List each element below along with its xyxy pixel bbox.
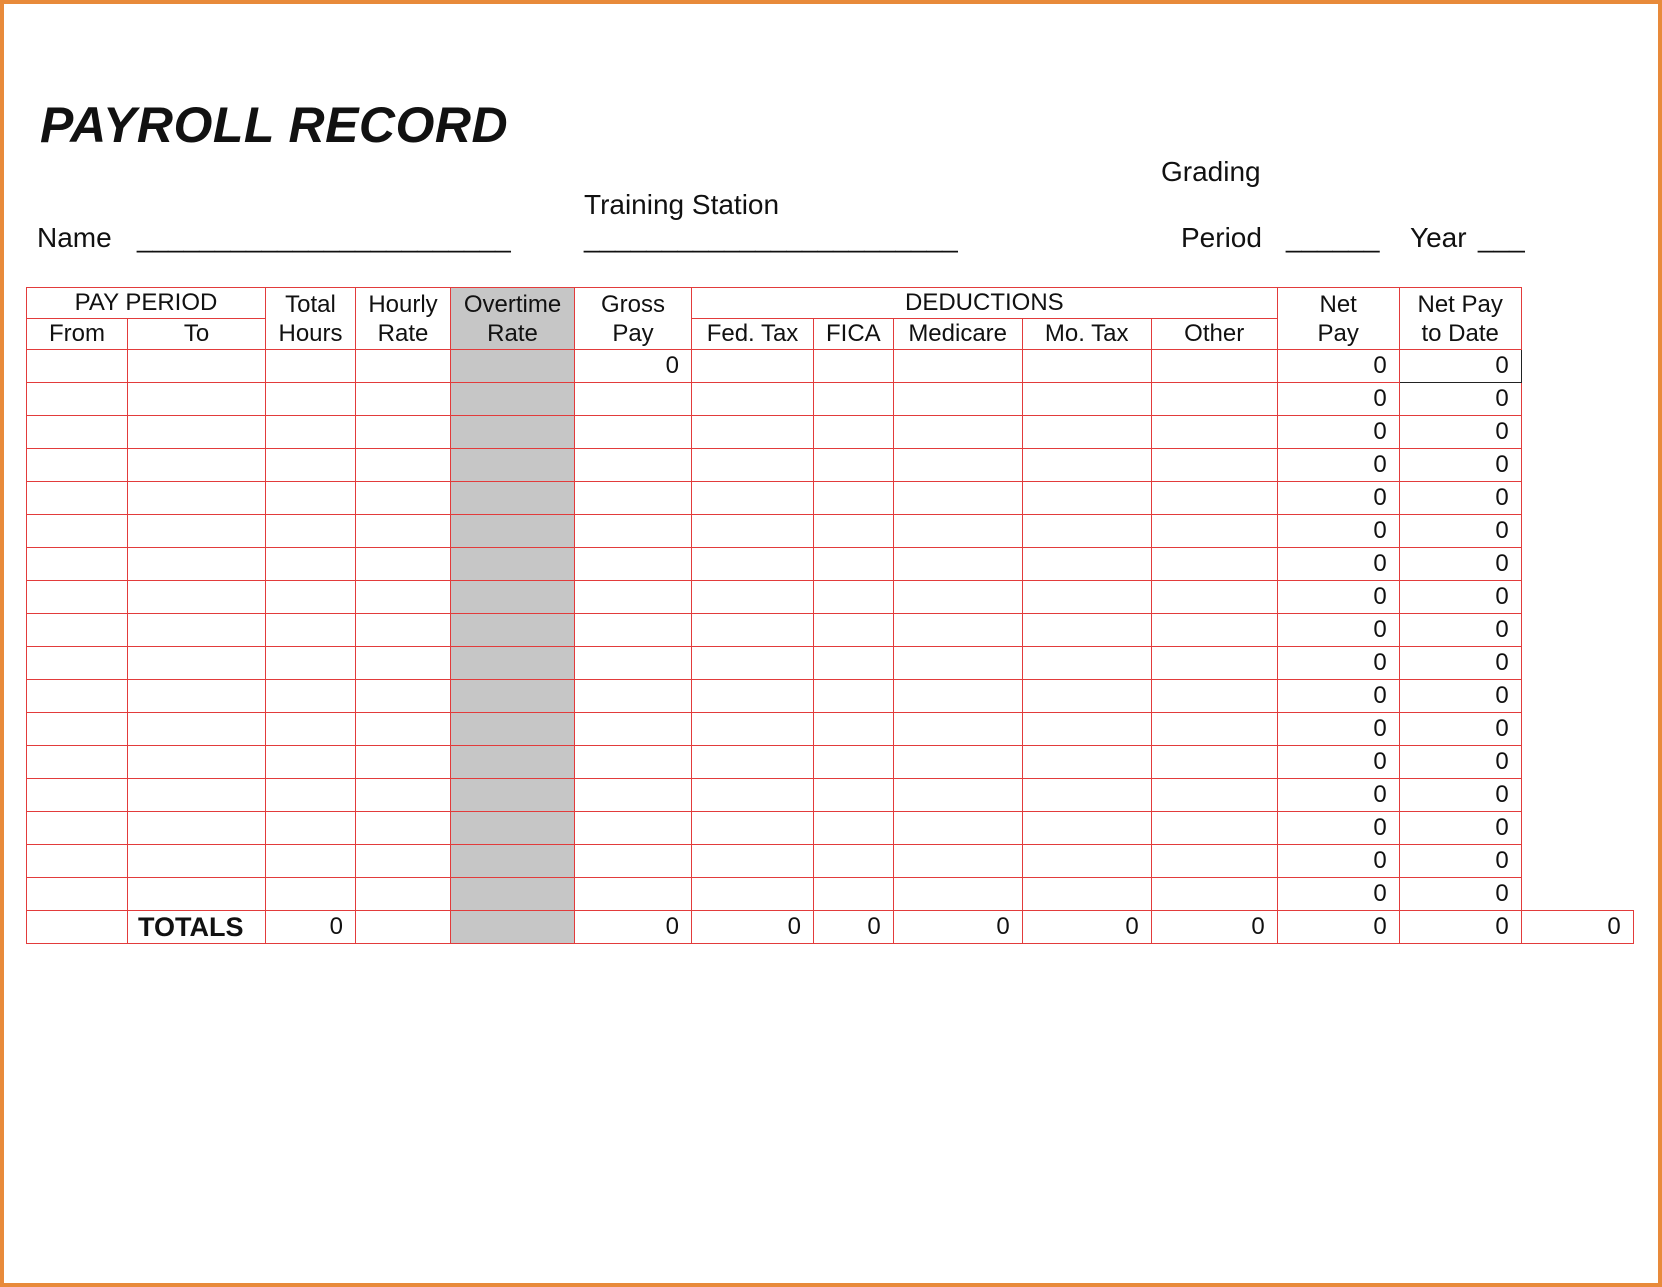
net-pay-to-date-cell[interactable]: 0 [1399,845,1521,878]
net-pay-total[interactable]: 0 [1277,911,1399,944]
grading-label: Grading [1161,156,1261,187]
medicare-cell[interactable] [893,416,1022,449]
other-cell[interactable] [1151,878,1277,911]
overtime-rate-total[interactable] [451,911,575,944]
hourly-rate-cell[interactable] [356,350,451,383]
hourly-rate-cell[interactable] [356,680,451,713]
fica-cell[interactable] [814,878,894,911]
medicare-cell[interactable] [893,581,1022,614]
hourly-rate-cell[interactable] [356,614,451,647]
fed-tax-cell[interactable] [692,713,814,746]
net-pay-cell[interactable]: 0 [1277,548,1399,581]
net-pay-to-date-cell[interactable]: 0 [1399,614,1521,647]
fica-cell[interactable] [814,647,894,680]
net-pay-to-date-cell[interactable]: 0 [1399,746,1521,779]
other-cell[interactable] [1151,416,1277,449]
medicare-cell[interactable] [893,746,1022,779]
period-field-line[interactable]: ______ [1286,222,1380,253]
net-pay-to-date-cell[interactable]: 0 [1399,647,1521,680]
total-hours-cell[interactable] [266,383,356,416]
net-pay-cell[interactable]: 0 [1277,581,1399,614]
mo-tax-cell[interactable] [1022,515,1151,548]
mo-tax-header: Mo. Tax [1022,319,1151,350]
fed-tax-cell[interactable] [692,614,814,647]
net-pay-cell[interactable]: 0 [1277,449,1399,482]
overtime-rate-cell[interactable] [451,680,575,713]
from-cell[interactable] [27,548,128,581]
medicare-cell[interactable] [893,647,1022,680]
table-row [27,812,1634,845]
to-header: To [128,319,266,350]
fica-cell[interactable] [814,581,894,614]
gross-pay-cell[interactable] [575,449,692,482]
fica-cell[interactable] [814,350,894,383]
other-cell[interactable] [1151,746,1277,779]
overtime-rate-cell[interactable] [451,383,575,416]
hourly-rate-cell[interactable] [356,482,451,515]
overtime-rate-cell[interactable] [451,350,575,383]
fed-tax-cell[interactable] [692,878,814,911]
hourly-rate-cell[interactable] [356,713,451,746]
overtime-rate-cell[interactable] [451,482,575,515]
medicare-header: Medicare [893,319,1022,350]
total-hours-cell[interactable] [266,614,356,647]
period-label: Period [1181,222,1262,253]
total-hours-cell[interactable] [266,548,356,581]
total-hours-cell[interactable] [266,713,356,746]
fica-total[interactable]: 0 [814,911,894,944]
blank-cell [1521,350,1633,383]
net-pay-to-date-cell[interactable]: 0 [1399,416,1521,449]
table-row [27,515,1634,548]
hourly-rate-header: Hourly Rate [356,288,451,350]
fica-cell[interactable] [814,680,894,713]
medicare-cell[interactable] [893,779,1022,812]
mo-tax-cell[interactable] [1022,482,1151,515]
overtime-rate-cell[interactable] [451,548,575,581]
mo-tax-cell[interactable] [1022,548,1151,581]
net-pay-cell[interactable]: 0 [1277,680,1399,713]
year-label: Year [1410,222,1467,253]
table-row [27,746,1634,779]
net-pay-header: Net Pay [1277,288,1399,350]
fica-cell[interactable] [814,845,894,878]
fica-cell[interactable] [814,416,894,449]
to-cell[interactable] [128,383,266,416]
net-pay-to-date-cell[interactable]: 0 [1399,548,1521,581]
other-cell[interactable] [1151,812,1277,845]
blank-cell [1521,581,1633,614]
total-hours-cell[interactable] [266,746,356,779]
to-cell[interactable] [128,878,266,911]
total-hours-header: Total Hours [266,288,356,350]
blank-cell [1521,449,1633,482]
gross-pay-cell[interactable] [575,515,692,548]
gross-pay-cell[interactable] [575,812,692,845]
fed-tax-cell[interactable] [692,449,814,482]
gross-pay-cell[interactable] [575,416,692,449]
fed-tax-cell[interactable] [692,581,814,614]
to-cell[interactable] [128,581,266,614]
payroll-table [26,287,1634,944]
totals-row [27,911,1634,944]
gross-pay-header: Gross Pay [575,288,692,350]
overtime-rate-cell[interactable] [451,845,575,878]
from-cell[interactable] [27,680,128,713]
other-cell[interactable] [1151,548,1277,581]
blank-cell [1521,515,1633,548]
fica-cell[interactable] [814,779,894,812]
to-cell[interactable] [128,680,266,713]
other-cell[interactable] [1151,779,1277,812]
to-cell[interactable] [128,779,266,812]
from-header: From [27,319,128,350]
mo-tax-cell[interactable] [1022,614,1151,647]
total-hours-cell[interactable] [266,350,356,383]
blank-cell [1521,878,1633,911]
gross-pay-cell[interactable] [575,548,692,581]
hourly-rate-total[interactable] [356,911,451,944]
to-cell[interactable] [128,845,266,878]
total-hours-total[interactable]: 0 [266,911,356,944]
mo-tax-cell[interactable] [1022,779,1151,812]
table-row [27,779,1634,812]
extra-total[interactable]: 0 [1521,911,1633,944]
mo-tax-cell[interactable] [1022,581,1151,614]
table-row [27,482,1634,515]
mo-tax-cell[interactable] [1022,746,1151,779]
net-pay-cell[interactable]: 0 [1277,812,1399,845]
fica-cell[interactable] [814,383,894,416]
total-hours-cell[interactable] [266,449,356,482]
net-pay-to-date-header: Net Pay to Date [1399,288,1521,350]
blank-cell [1521,288,1633,319]
hourly-rate-cell[interactable] [356,779,451,812]
gross-pay-cell[interactable] [575,713,692,746]
medicare-cell[interactable] [893,350,1022,383]
overtime-rate-cell[interactable] [451,647,575,680]
other-total[interactable]: 0 [1151,911,1277,944]
gross-pay-cell[interactable] [575,581,692,614]
overtime-rate-cell[interactable] [451,878,575,911]
fed-tax-cell[interactable] [692,845,814,878]
fed-tax-cell[interactable] [692,779,814,812]
fed-tax-cell[interactable] [692,680,814,713]
net-pay-cell[interactable]: 0 [1277,878,1399,911]
training-station-label: Training Station [584,189,780,220]
hourly-rate-cell[interactable] [356,581,451,614]
blank-cell [1521,416,1633,449]
net-pay-to-date-total[interactable]: 0 [1399,911,1521,944]
fica-cell[interactable] [814,548,894,581]
table-row [27,614,1634,647]
net-pay-cell[interactable]: 0 [1277,746,1399,779]
mo-tax-cell[interactable] [1022,812,1151,845]
gross-pay-cell[interactable] [575,779,692,812]
from-cell[interactable] [27,614,128,647]
medicare-total[interactable]: 0 [893,911,1022,944]
total-hours-cell[interactable] [266,515,356,548]
net-pay-to-date-cell[interactable]: 0 [1399,581,1521,614]
from-cell[interactable] [27,746,128,779]
net-pay-to-date-cell[interactable]: 0 [1399,680,1521,713]
other-cell[interactable] [1151,647,1277,680]
net-pay-to-date-cell[interactable]: 0 [1399,350,1521,383]
table-row [27,416,1634,449]
from-cell[interactable] [27,779,128,812]
total-hours-cell[interactable] [266,482,356,515]
blank-cell [1521,548,1633,581]
fed-tax-cell[interactable] [692,746,814,779]
overtime-rate-cell[interactable] [451,779,575,812]
from-cell[interactable] [27,416,128,449]
medicare-cell[interactable] [893,812,1022,845]
from-cell[interactable] [27,812,128,845]
gross-pay-cell[interactable] [575,878,692,911]
medicare-cell[interactable] [893,548,1022,581]
hourly-rate-cell[interactable] [356,548,451,581]
fed-tax-cell[interactable] [692,812,814,845]
fed-tax-cell[interactable] [692,548,814,581]
from-cell[interactable] [27,713,128,746]
blank-cell [1521,319,1633,350]
to-cell[interactable] [128,482,266,515]
mo-tax-total[interactable]: 0 [1022,911,1151,944]
fed-tax-cell[interactable] [692,647,814,680]
medicare-cell[interactable] [893,482,1022,515]
deductions-header: DEDUCTIONS [692,288,1278,319]
overtime-rate-cell[interactable] [451,812,575,845]
total-hours-cell[interactable] [266,845,356,878]
overtime-rate-cell[interactable] [451,746,575,779]
hourly-rate-cell[interactable] [356,416,451,449]
net-pay-to-date-cell[interactable]: 0 [1399,812,1521,845]
hourly-rate-cell[interactable] [356,647,451,680]
fica-cell[interactable] [814,449,894,482]
gross-pay-total[interactable]: 0 [575,911,692,944]
overtime-rate-cell[interactable] [451,416,575,449]
hourly-rate-cell[interactable] [356,515,451,548]
hourly-rate-cell[interactable] [356,746,451,779]
overtime-rate-cell[interactable] [451,713,575,746]
medicare-cell[interactable] [893,878,1022,911]
hourly-rate-cell[interactable] [356,878,451,911]
from-cell[interactable] [27,350,128,383]
mo-tax-cell[interactable] [1022,713,1151,746]
other-cell[interactable] [1151,350,1277,383]
other-cell[interactable] [1151,614,1277,647]
other-header: Other [1151,319,1277,350]
gross-pay-cell[interactable] [575,746,692,779]
gross-pay-cell[interactable] [575,614,692,647]
to-cell[interactable] [128,614,266,647]
from-cell[interactable] [27,383,128,416]
blank-cell [1521,845,1633,878]
other-cell[interactable] [1151,515,1277,548]
other-cell[interactable] [1151,680,1277,713]
net-pay-cell[interactable]: 0 [1277,647,1399,680]
fica-cell[interactable] [814,713,894,746]
medicare-cell[interactable] [893,383,1022,416]
net-pay-cell[interactable]: 0 [1277,482,1399,515]
blank-cell [1521,746,1633,779]
fed-tax-total[interactable]: 0 [692,911,814,944]
other-cell[interactable] [1151,383,1277,416]
from-cell[interactable] [27,482,128,515]
fica-header: FICA [814,319,894,350]
net-pay-to-date-cell[interactable]: 0 [1399,878,1521,911]
blank-cell [1521,614,1633,647]
totals-from-cell[interactable] [27,911,128,944]
table-row [27,680,1634,713]
mo-tax-cell[interactable] [1022,680,1151,713]
table-row [27,647,1634,680]
net-pay-to-date-cell[interactable]: 0 [1399,482,1521,515]
net-pay-to-date-cell[interactable]: 0 [1399,449,1521,482]
name-label: Name [37,222,112,253]
to-cell[interactable] [128,647,266,680]
total-hours-cell[interactable] [266,416,356,449]
hourly-rate-cell[interactable] [356,383,451,416]
net-pay-cell[interactable]: 0 [1277,383,1399,416]
mo-tax-cell[interactable] [1022,350,1151,383]
total-hours-cell[interactable] [266,812,356,845]
other-cell[interactable] [1151,581,1277,614]
net-pay-cell[interactable]: 0 [1277,350,1399,383]
hourly-rate-cell[interactable] [356,812,451,845]
blank-cell [1521,482,1633,515]
mo-tax-cell[interactable] [1022,383,1151,416]
to-cell[interactable] [128,713,266,746]
page-title: PAYROLL RECORD [40,97,509,153]
pay-period-header: PAY PERIOD [27,288,266,319]
fica-cell[interactable] [814,515,894,548]
overtime-rate-cell[interactable] [451,515,575,548]
mo-tax-cell[interactable] [1022,647,1151,680]
medicare-cell[interactable] [893,680,1022,713]
fed-tax-header: Fed. Tax [692,319,814,350]
from-cell[interactable] [27,647,128,680]
mo-tax-cell[interactable] [1022,416,1151,449]
to-cell[interactable] [128,416,266,449]
medicare-cell[interactable] [893,449,1022,482]
fica-cell[interactable] [814,614,894,647]
totals-label: TOTALS [128,911,266,944]
net-pay-cell[interactable]: 0 [1277,845,1399,878]
net-pay-cell[interactable]: 0 [1277,614,1399,647]
fed-tax-cell[interactable] [692,515,814,548]
net-pay-to-date-cell[interactable]: 0 [1399,779,1521,812]
mo-tax-cell[interactable] [1022,878,1151,911]
table-row [27,383,1634,416]
from-cell[interactable] [27,878,128,911]
overtime-rate-cell[interactable] [451,581,575,614]
table-row [27,350,1634,383]
net-pay-cell[interactable]: 0 [1277,779,1399,812]
gross-pay-cell[interactable]: 0 [575,350,692,383]
other-cell[interactable] [1151,449,1277,482]
name-field-line[interactable]: ________________________ [137,222,511,253]
table-row [27,548,1634,581]
to-cell[interactable] [128,548,266,581]
other-cell[interactable] [1151,845,1277,878]
net-pay-to-date-cell[interactable]: 0 [1399,383,1521,416]
gross-pay-cell[interactable] [575,647,692,680]
from-cell[interactable] [27,845,128,878]
net-pay-to-date-cell[interactable]: 0 [1399,713,1521,746]
table-row [27,449,1634,482]
fica-cell[interactable] [814,482,894,515]
other-cell[interactable] [1151,713,1277,746]
hourly-rate-cell[interactable] [356,845,451,878]
fed-tax-cell[interactable] [692,416,814,449]
training-station-field-line[interactable]: ________________________ [584,222,958,253]
fed-tax-cell[interactable] [692,482,814,515]
total-hours-cell[interactable] [266,878,356,911]
overtime-rate-cell[interactable] [451,614,575,647]
from-cell[interactable] [27,581,128,614]
blank-cell [1521,647,1633,680]
medicare-cell[interactable] [893,713,1022,746]
medicare-cell[interactable] [893,845,1022,878]
gross-pay-cell[interactable] [575,845,692,878]
other-cell[interactable] [1151,482,1277,515]
hourly-rate-cell[interactable] [356,449,451,482]
gross-pay-cell[interactable] [575,680,692,713]
blank-cell [1521,812,1633,845]
to-cell[interactable] [128,449,266,482]
mo-tax-cell[interactable] [1022,845,1151,878]
net-pay-cell[interactable]: 0 [1277,713,1399,746]
blank-cell [1521,383,1633,416]
table-row [27,581,1634,614]
table-row [27,713,1634,746]
to-cell[interactable] [128,515,266,548]
to-cell[interactable] [128,746,266,779]
overtime-rate-cell[interactable] [451,449,575,482]
to-cell[interactable] [128,350,266,383]
overtime-rate-header: Overtime Rate [451,288,575,350]
fed-tax-cell[interactable] [692,383,814,416]
medicare-cell[interactable] [893,614,1022,647]
medicare-cell[interactable] [893,515,1022,548]
total-hours-cell[interactable] [266,779,356,812]
net-pay-cell[interactable]: 0 [1277,515,1399,548]
blank-cell [1521,713,1633,746]
net-pay-to-date-cell[interactable]: 0 [1399,515,1521,548]
fed-tax-cell[interactable] [692,350,814,383]
net-pay-cell[interactable]: 0 [1277,416,1399,449]
blank-cell [1521,680,1633,713]
mo-tax-cell[interactable] [1022,449,1151,482]
gross-pay-cell[interactable] [575,383,692,416]
total-hours-cell[interactable] [266,680,356,713]
total-hours-cell[interactable] [266,581,356,614]
fica-cell[interactable] [814,812,894,845]
gross-pay-cell[interactable] [575,482,692,515]
from-cell[interactable] [27,449,128,482]
to-cell[interactable] [128,812,266,845]
fica-cell[interactable] [814,746,894,779]
total-hours-cell[interactable] [266,647,356,680]
table-row [27,878,1634,911]
year-field-line[interactable]: ___ [1478,222,1525,253]
from-cell[interactable] [27,515,128,548]
blank-cell [1521,779,1633,812]
table-row [27,845,1634,878]
